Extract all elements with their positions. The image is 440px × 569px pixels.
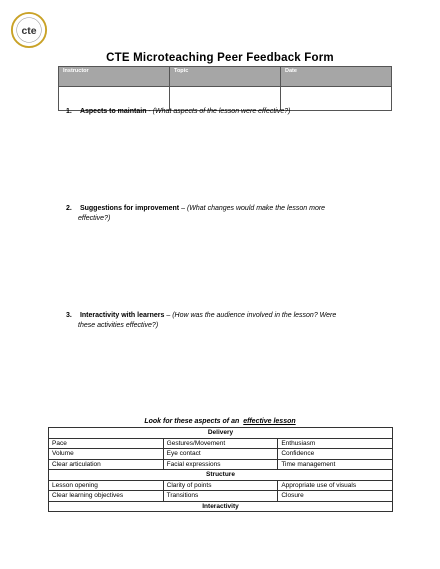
section-question-continued: these activities effective?) — [78, 322, 159, 329]
category-interactivity: Interactivity — [49, 501, 393, 512]
aspect-cell: Clarity of points — [163, 480, 278, 491]
section-heading: Aspects to maintain — [79, 108, 147, 115]
aspect-cell: Gestures/Movement — [163, 438, 278, 449]
cte-logo — [10, 11, 48, 49]
section-question: (How was the audience involved in the lesson? Were — [172, 312, 337, 319]
info-table — [58, 66, 392, 111]
aspect-cell: Appropriate use of visuals — [278, 480, 393, 491]
aspect-cell: Enthusiasm — [278, 438, 393, 449]
section-number: 2. — [66, 205, 72, 212]
section-question: (What changes would make the lesson more — [186, 205, 326, 212]
aspects-intro — [0, 418, 440, 425]
aspect-cell: Time management — [278, 459, 393, 470]
section-number: 1. — [66, 108, 72, 115]
table-row — [49, 491, 393, 502]
header-topic: Topic — [170, 67, 281, 87]
table-row — [49, 480, 393, 491]
table-row — [49, 449, 393, 460]
aspect-cell: Pace — [49, 438, 164, 449]
category-structure: Structure — [49, 470, 393, 481]
category-delivery: Delivery — [49, 428, 393, 439]
aspect-cell: Lesson opening — [49, 480, 164, 491]
header-date: Date — [281, 67, 392, 87]
section-question: (What aspects of the lesson were effective?) — [152, 108, 291, 115]
section-interactivity-with-learners — [66, 311, 386, 331]
aspects-table — [48, 427, 393, 512]
aspect-cell: Eye contact — [163, 449, 278, 460]
aspects-intro-text: Look for these aspects of an — [144, 418, 240, 425]
section-heading: Suggestions for improvement — [79, 205, 180, 212]
section-separator: - — [148, 108, 151, 115]
section-separator: – — [166, 312, 171, 319]
aspect-cell: Facial expressions — [163, 459, 278, 470]
aspect-cell: Volume — [49, 449, 164, 460]
aspect-cell: Closure — [278, 491, 393, 502]
section-aspects-to-maintain — [66, 107, 386, 117]
aspect-cell: Confidence — [278, 449, 393, 460]
section-suggestions-for-improvement — [66, 204, 386, 224]
section-number: 3. — [66, 312, 72, 319]
header-instructor: Instructor — [59, 67, 170, 87]
aspect-cell: Clear articulation — [49, 459, 164, 470]
logo-text: cte — [21, 25, 37, 37]
page-title: CTE Microteaching Peer Feedback Form — [106, 52, 334, 64]
section-heading: Interactivity with learners — [79, 312, 165, 319]
section-question-continued: effective?) — [78, 215, 111, 222]
section-separator: – — [181, 205, 185, 212]
table-row — [49, 459, 393, 470]
aspect-cell: Clear learning objectives — [49, 491, 164, 502]
table-row — [49, 438, 393, 449]
aspect-cell: Transitions — [163, 491, 278, 502]
aspects-intro-emphasis: effective lesson — [243, 418, 296, 425]
